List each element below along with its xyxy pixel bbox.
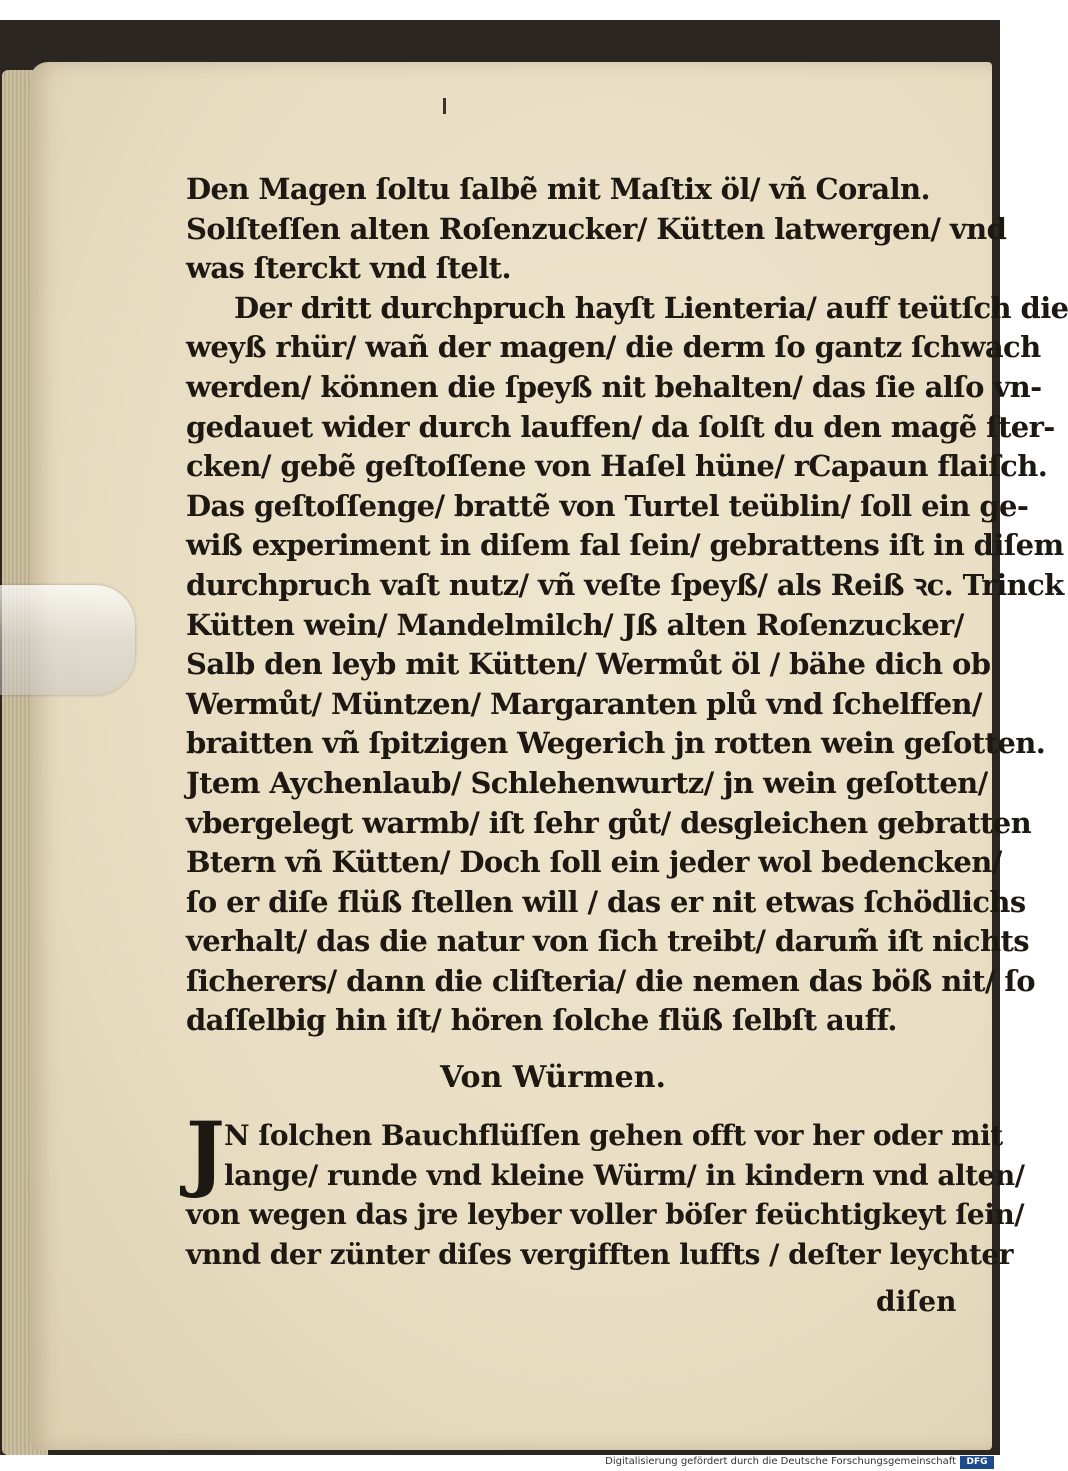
text-line: von wegen das jre leyber voller böſer feüchtigkeyt ſein/	[186, 1198, 1024, 1232]
text-line: Btern vñ Kütten/ Doch ſoll ein jeder wol bedencken/	[186, 845, 1002, 880]
text-line: Jtem Aychenlaub/ Schlehenwurtz/ jn wein geſotten/	[186, 765, 988, 800]
text-line: Kütten wein/ Mandelmilch/ Jß alten Roſenzucker/	[186, 607, 964, 642]
text-line: cken/ gebẽ geſtoſſene von Haſel hüne/ rCapaun flaiſch.	[186, 449, 1048, 484]
text-line: ſo er diſe flüß ſtellen will / das er nit etwas ſchödlichs	[186, 884, 1026, 919]
drop-cap: J	[186, 1105, 225, 1201]
body-text-section-2	[186, 1115, 1025, 1273]
page-mark	[443, 98, 446, 114]
dfg-logo: DFG	[960, 1456, 994, 1469]
footer-credit: Digitalisierung gefördert durch die Deutsche Forschungsgemeinschaft	[605, 1456, 956, 1467]
text-line: Der dritt durchpruch hayſt Lienteria/ auff teütſch die	[234, 290, 1068, 325]
text-line: wiß experiment in diſem fal ſein/ gebrattens iſt in diſem	[186, 528, 1064, 563]
catchword: diſen	[876, 1285, 957, 1318]
text-line: Solſteſſen alten Roſenzucker/ Kütten latwergen/ vnd	[186, 211, 1007, 246]
text-line: ſicherers/ dann die cliſteria/ die nemen das böß nit/ ſo	[186, 963, 1036, 998]
body-text-section-1	[186, 170, 1068, 1041]
page-clip	[0, 585, 135, 695]
text-line: vbergelegt warmb/ iſt ſehr gůt/ desgleichen gebratten	[186, 805, 1032, 840]
text-line: durchpruch vaſt nutz/ vñ veſte ſpeyß/ als Reiß ꝛc. Trinck	[186, 567, 1064, 602]
section-heading: Von Würmen.	[440, 1060, 666, 1095]
text-line: vnnd der zünter diſes vergifften luffts / deſter leychter	[186, 1237, 1013, 1271]
text-line: braitten vñ ſpitzigen Wegerich jn rotten wein geſotten.	[186, 726, 1046, 761]
text-line: Salb den leyb mit Kütten/ Wermůt öl / bähe dich ob	[186, 647, 991, 682]
text-line: gedauet wider durch lauffen/ da ſolſt du den magẽ ſter-	[186, 409, 1055, 444]
text-line: verhalt/ das die natur von ſich treibt/ darum̃ iſt nichts	[186, 924, 1029, 959]
text-line: Den Magen ſoltu ſalbẽ mit Maſtix öl/ vñ Coraln.	[186, 172, 931, 206]
text-line: daſſelbig hin iſt/ hören ſolche flüß ſelbſt auff.	[186, 1003, 897, 1038]
text-line: was ſterckt vnd ſtelt.	[186, 251, 511, 286]
text-line: weyß rhür/ wañ der magen/ die derm ſo gantz ſchwach	[186, 330, 1041, 365]
text-line: N ſolchen Bauchflüſſen gehen offt vor her oder mit	[224, 1119, 1003, 1152]
text-line: Das geſtoſſenge/ brattẽ von Turtel teüblin/ ſoll ein ge-	[186, 488, 1029, 523]
text-line: werden/ können die ſpeyß nit behalten/ das ſie alſo vn-	[186, 369, 1042, 404]
text-line: Wermůt/ Müntzen/ Margaranten plů vnd ſchelffen/	[186, 686, 982, 721]
text-line: lange/ runde vnd kleine Würm/ in kindern vnd alten/	[224, 1158, 1025, 1192]
